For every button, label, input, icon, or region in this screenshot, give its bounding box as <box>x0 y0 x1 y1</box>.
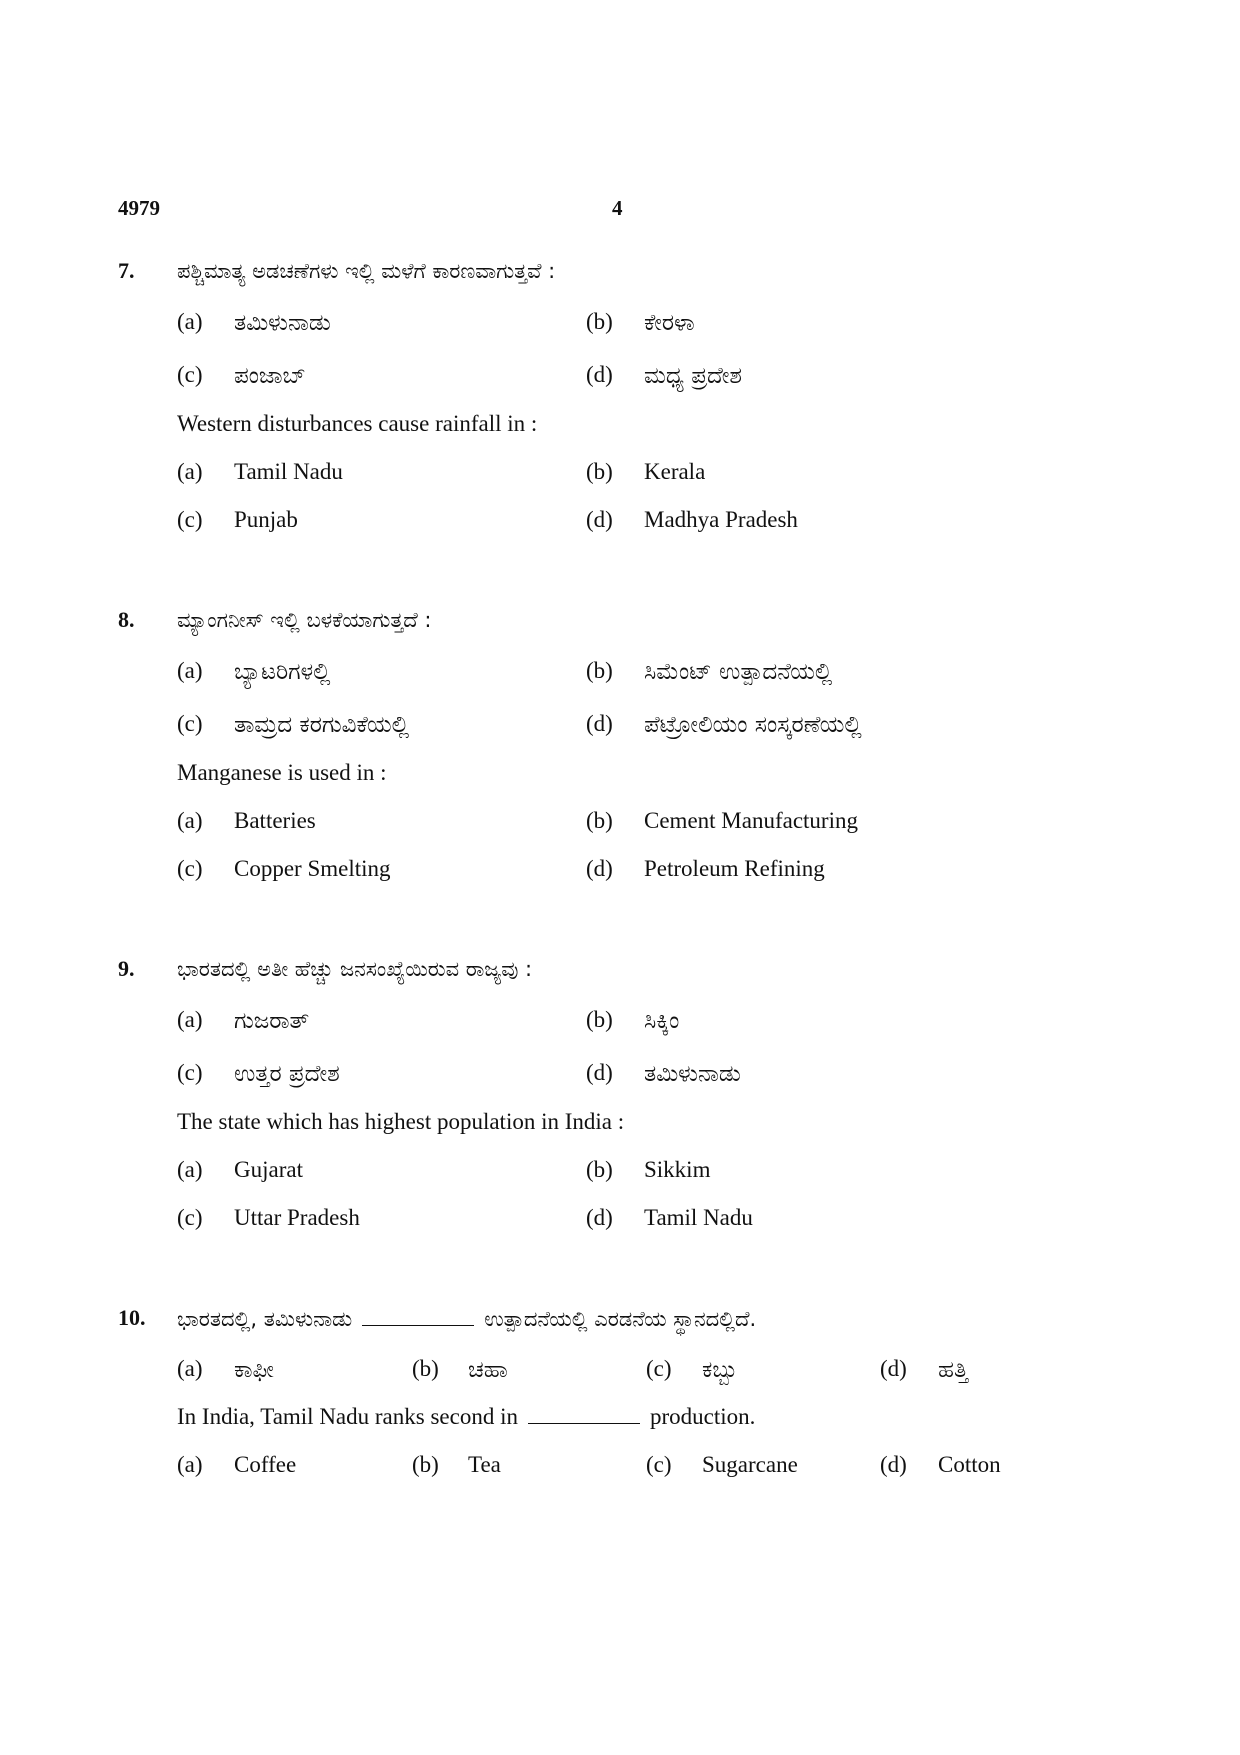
option-label-a: (a) <box>177 1157 203 1182</box>
kannada-stem: ಮ್ಯಾಂಗನೀಸ್ ಇಲ್ಲಿ ಬಳಕೆಯಾಗುತ್ತದೆ : <box>177 608 432 632</box>
english-stem: Manganese is used in : <box>177 760 387 785</box>
kannada-option-b: ಕೇರಳಾ <box>644 310 695 336</box>
option-label-c: (c) <box>177 507 203 532</box>
option-label-b: (b) <box>586 658 613 683</box>
english-option-d: Madhya Pradesh <box>644 507 798 532</box>
english-stem: The state which has highest population in India : <box>177 1109 625 1134</box>
option-label-a: (a) <box>177 1452 203 1477</box>
option-label-d: (d) <box>586 1205 613 1230</box>
question-number: 8. <box>118 607 135 632</box>
option-label-c: (c) <box>177 1205 203 1230</box>
kannada-option-d: ಪೆಟ್ರೋಲಿಯಂ ಸಂಸ್ಕರಣೆಯಲ್ಲಿ <box>644 712 862 738</box>
english-option-a: Tamil Nadu <box>234 459 343 484</box>
kannada-option-c: ತಾಮ್ರದ ಕರಗುವಿಕೆಯಲ್ಲಿ <box>234 712 410 738</box>
option-label-d: (d) <box>880 1356 907 1381</box>
kannada-option-a: ಕಾಫೀ <box>234 1357 274 1383</box>
option-label-a: (a) <box>177 1356 203 1381</box>
kannada-option-b: ಸಿಕ್ಕಿಂ <box>644 1008 680 1034</box>
english-option-b: Sikkim <box>644 1157 711 1182</box>
fill-blank <box>362 1324 474 1326</box>
english-option-c: Sugarcane <box>702 1452 798 1477</box>
english-option-c: Uttar Pradesh <box>234 1205 360 1230</box>
kannada-option-b: ಚಹಾ <box>468 1357 508 1383</box>
kannada-option-b: ಸಿಮೆಂಟ್ ಉತ್ಪಾದನೆಯಲ್ಲಿ <box>644 659 833 685</box>
question-number: 10. <box>118 1305 146 1330</box>
kannada-stem: ಭಾರತದಲ್ಲಿ ಅತೀ ಹೆಚ್ಚು ಜನಸಂಖ್ಯೆಯಿರುವ ರಾಜ್ಯವು : <box>177 957 533 981</box>
option-label-d: (d) <box>586 507 613 532</box>
option-label-a: (a) <box>177 459 203 484</box>
english-option-d: Cotton <box>938 1452 1001 1477</box>
english-option-a: Batteries <box>234 808 316 833</box>
kannada-option-a: ಬ್ಯಾಟರಿಗಳಲ್ಲಿ <box>234 659 331 685</box>
kannada-stem-before: ಭಾರತದಲ್ಲಿ, ತಮಿಳುನಾಡು <box>177 1307 353 1331</box>
option-label-d: (d) <box>586 711 613 736</box>
option-label-c: (c) <box>177 856 203 881</box>
option-label-b: (b) <box>586 1007 613 1032</box>
option-label-c: (c) <box>177 1060 203 1085</box>
question-number: 9. <box>118 956 135 981</box>
fill-blank <box>528 1422 640 1424</box>
english-option-b: Cement Manufacturing <box>644 808 858 833</box>
option-label-a: (a) <box>177 309 203 334</box>
option-label-b: (b) <box>412 1452 439 1477</box>
option-label-a: (a) <box>177 1007 203 1032</box>
english-option-b: Tea <box>468 1452 501 1477</box>
english-option-c: Punjab <box>234 507 298 532</box>
kannada-option-c: ಕಬ್ಬು <box>702 1357 738 1383</box>
english-stem <box>177 1404 755 1430</box>
kannada-option-d: ಹತ್ತಿ <box>938 1357 969 1383</box>
option-label-c: (c) <box>177 362 203 387</box>
option-label-b: (b) <box>586 309 613 334</box>
option-label-c: (c) <box>646 1452 672 1477</box>
kannada-stem: ಪಶ್ಚಿಮಾತ್ಯ ಅಡಚಣೆಗಳು ಇಲ್ಲಿ ಮಳೆಗೆ ಕಾರಣವಾಗುತ್ತವೆ : <box>177 259 556 283</box>
kannada-stem <box>177 1306 756 1332</box>
question-number: 7. <box>118 258 135 283</box>
english-stem-before: In India, Tamil Nadu ranks second in <box>177 1404 518 1429</box>
option-label-d: (d) <box>586 1060 613 1085</box>
option-label-c: (c) <box>177 711 203 736</box>
option-label-d: (d) <box>586 362 613 387</box>
page-code: 4979 <box>118 196 160 220</box>
english-option-a: Gujarat <box>234 1157 303 1182</box>
option-label-a: (a) <box>177 808 203 833</box>
kannada-option-d: ತಮಿಳುನಾಡು <box>644 1061 741 1087</box>
page-number: 4 <box>612 196 623 220</box>
option-label-b: (b) <box>412 1356 439 1381</box>
option-label-a: (a) <box>177 658 203 683</box>
kannada-option-a: ಗುಜರಾತ್ <box>234 1008 310 1034</box>
english-option-c: Copper Smelting <box>234 856 391 881</box>
kannada-option-c: ಪಂಜಾಬ್ <box>234 363 306 389</box>
option-label-d: (d) <box>880 1452 907 1477</box>
english-option-b: Kerala <box>644 459 706 484</box>
option-label-b: (b) <box>586 1157 613 1182</box>
kannada-stem-after: ಉತ್ಪಾದನೆಯಲ್ಲಿ ಎರಡನೆಯ ಸ್ಥಾನದಲ್ಲಿದೆ. <box>484 1307 757 1331</box>
kannada-option-a: ತಮಿಳುನಾಡು <box>234 310 331 336</box>
english-option-d: Petroleum Refining <box>644 856 825 881</box>
kannada-option-d: ಮಧ್ಯ ಪ್ರದೇಶ <box>644 363 742 389</box>
kannada-option-c: ಉತ್ತರ ಪ್ರದೇಶ <box>234 1061 340 1087</box>
option-label-b: (b) <box>586 459 613 484</box>
english-option-d: Tamil Nadu <box>644 1205 753 1230</box>
english-stem: Western disturbances cause rainfall in : <box>177 411 538 436</box>
option-label-d: (d) <box>586 856 613 881</box>
english-stem-after: production. <box>649 1404 756 1429</box>
option-label-b: (b) <box>586 808 613 833</box>
english-option-a: Coffee <box>234 1452 297 1477</box>
option-label-c: (c) <box>646 1356 672 1381</box>
